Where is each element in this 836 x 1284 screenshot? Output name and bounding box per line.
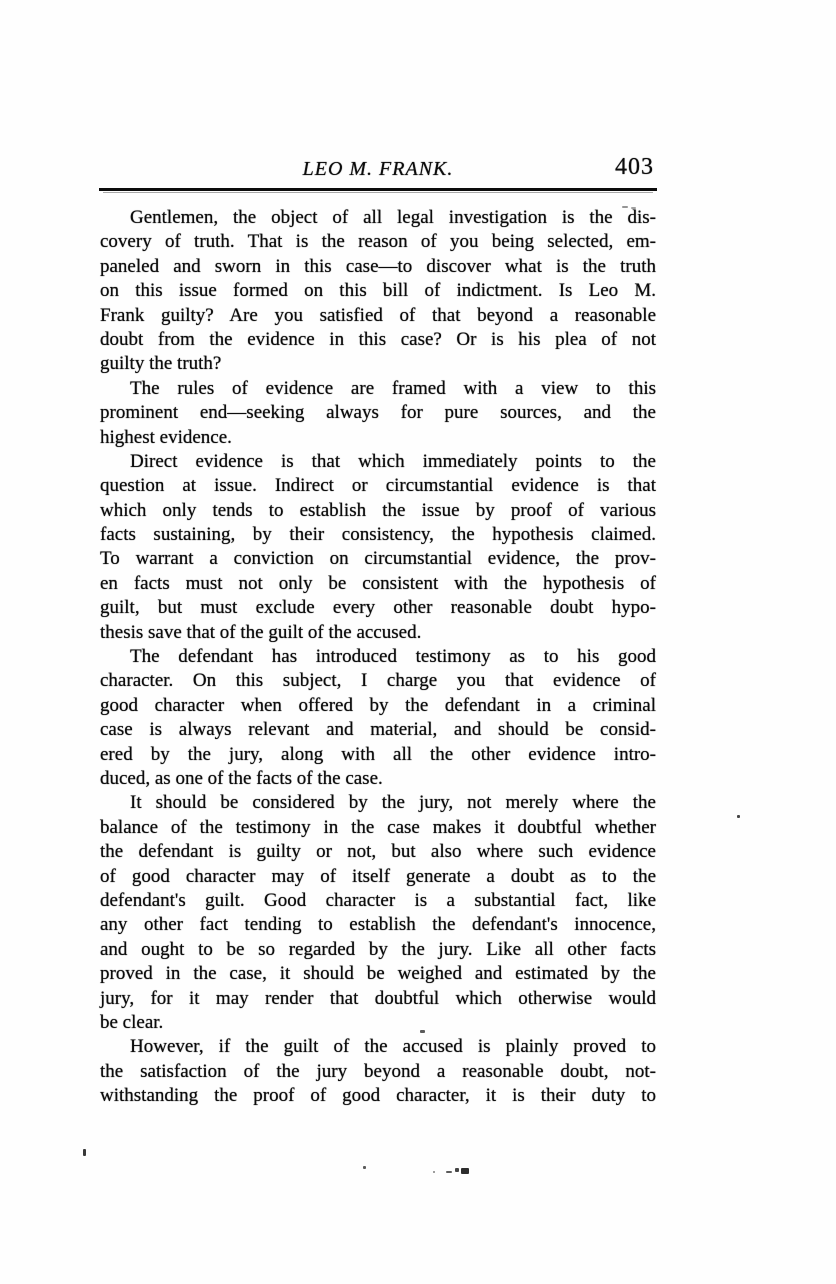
- text-line: However, if the guilt of the accused is plainly proved to: [130, 1036, 656, 1058]
- scan-speck: [446, 1171, 452, 1173]
- scan-speck: [455, 1168, 459, 1172]
- scan-speck: [622, 206, 628, 208]
- paragraph: [100, 206, 656, 377]
- text-line: prominent end—seeking always for pure sources, and the: [100, 402, 656, 424]
- text-line: thesis save that of the guilt of the accused.: [100, 621, 422, 643]
- text-line: It should be considered by the jury, not merely where the: [130, 792, 656, 814]
- text-line: on this issue formed on this bill of indictment. Is Leo M.: [100, 280, 656, 302]
- scan-speck: [461, 1168, 469, 1174]
- text-line: defendant's guilt. Good character is a substantial fact, like: [100, 889, 656, 911]
- scan-speck: [83, 1149, 86, 1156]
- text-line: covery of truth. That is the reason of you being selected, em-: [100, 231, 656, 253]
- text-line: the satisfaction of the jury beyond a reasonable doubt, not-: [100, 1060, 656, 1082]
- text-line: character. On this subject, I charge you that evidence of: [100, 670, 656, 692]
- paragraph: [100, 450, 656, 645]
- text-line: jury, for it may render that doubtful which otherwise would: [100, 987, 656, 1009]
- text-line: highest evidence.: [100, 426, 232, 448]
- text-line: Frank guilty? Are you satisfied of that beyond a reasonable: [100, 304, 656, 326]
- text-line: withstanding the proof of good character, it is their duty to: [100, 1085, 656, 1107]
- text-line: case is always relevant and material, and should be consid-: [100, 719, 656, 741]
- text-line: The rules of evidence are framed with a view to this: [130, 377, 656, 399]
- running-title: LEO M. FRANK.: [302, 158, 454, 180]
- text-line: good character when offered by the defendant in a criminal: [100, 694, 656, 716]
- paragraph: [100, 1035, 656, 1108]
- paragraph: [100, 791, 656, 1035]
- text-line: To warrant a conviction on circumstantial evidence, the prov-: [100, 548, 656, 570]
- text-line: The defendant has introduced testimony as to his good: [130, 646, 656, 668]
- text-line: and ought to be so regarded by the jury. Like all other facts: [100, 938, 656, 960]
- header-rule: [99, 188, 657, 191]
- text-line: which only tends to establish the issue by proof of various: [100, 499, 656, 521]
- text-line: guilty the truth?: [100, 353, 222, 375]
- scan-speck: [737, 815, 740, 818]
- text-line: doubt from the evidence in this case? Or is his plea of not: [100, 328, 656, 350]
- text-line: ered by the jury, along with all the other evidence intro-: [100, 743, 656, 765]
- text-line: any other fact tending to establish the defendant's innocence,: [100, 914, 656, 936]
- text-line: of good character may of itself generate a doubt as to the: [100, 865, 656, 887]
- scan-speck: [631, 207, 636, 209]
- scan-speck: [363, 1166, 366, 1169]
- text-line: be clear.: [100, 1011, 164, 1033]
- paragraph: [100, 377, 656, 450]
- text-line: Direct evidence is that which immediately points to the: [130, 450, 656, 472]
- scan-speck: [420, 1030, 425, 1033]
- body-text: [100, 206, 656, 1108]
- text-line: the defendant is guilty or not, but also where such evidence: [100, 841, 656, 863]
- scan-speck: [433, 1171, 435, 1173]
- paragraph: [100, 645, 656, 791]
- text-line: balance of the testimony in the case makes it doubtful whether: [100, 816, 656, 838]
- text-line: guilt, but must exclude every other reasonable doubt hypo-: [100, 597, 656, 619]
- text-line: proved in the case, it should be weighed and estimated by the: [100, 963, 656, 985]
- text-line: question at issue. Indirect or circumstantial evidence is that: [100, 475, 656, 497]
- text-line: en facts must not only be consistent with the hypothesis of: [100, 572, 656, 594]
- text-line: facts sustaining, by their consistency, the hypothesis claimed.: [100, 524, 656, 546]
- page-number: 403: [615, 154, 654, 180]
- text-line: paneled and sworn in this case—to discover what is the truth: [100, 255, 656, 277]
- text-line: duced, as one of the facts of the case.: [100, 767, 383, 789]
- text-line: Gentlemen, the object of all legal investigation is the dis-: [130, 207, 656, 228]
